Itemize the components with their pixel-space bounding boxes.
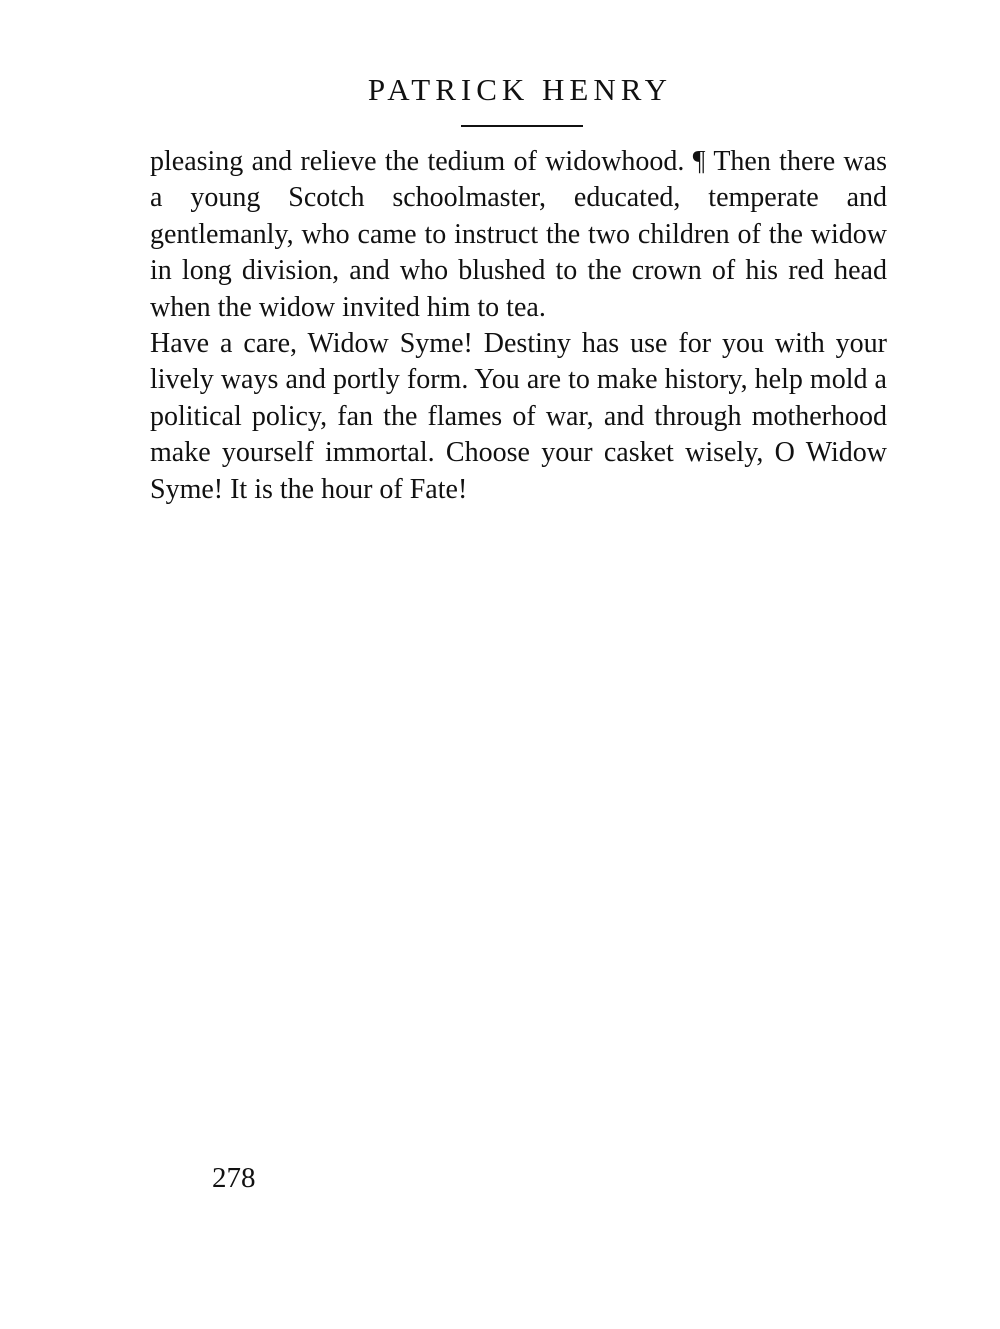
- header-rule: [461, 125, 583, 127]
- body-text: [150, 144, 887, 508]
- pilcrow-icon: ¶: [692, 146, 706, 177]
- paragraph-1: [150, 144, 887, 326]
- running-head: PATRICK HENRY: [367, 72, 673, 107]
- paragraph-2: Have a care, Widow Syme! Destiny has use for you with your lively ways and portly form. You are to make history, help mold a political policy, fan the flames of war, and through motherhood make yourself immortal. Choose your casket wisely, O Widow Syme! It is the hour of Fate!: [150, 328, 887, 505]
- paragraph-1-continuation: Then there was a young Scotch schoolmaster, educated, temperate and gentlemanly, who came to instruct the two children of the widow in long division, and who blushed to the crown of his red head when the widow invited him to tea.: [150, 146, 888, 323]
- paragraph-1-opening: pleasing and relieve the tedium of widowhood.: [150, 146, 685, 177]
- page-number: 278: [212, 1162, 256, 1194]
